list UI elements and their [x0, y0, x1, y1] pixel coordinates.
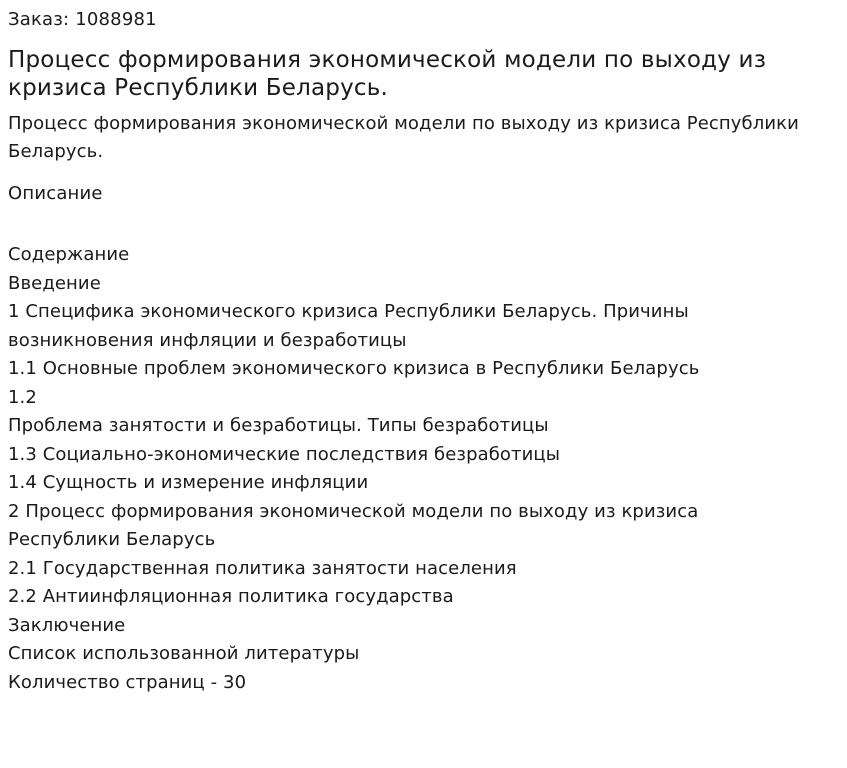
contents-line: Список использованной литературы: [8, 643, 360, 664]
contents-line: Введение: [8, 272, 101, 294]
contents-line: Содержание: [8, 244, 130, 265]
order-number: Заказ: 1088981: [8, 9, 157, 30]
page-count: Количество страниц - 30: [8, 671, 247, 693]
contents-list: [8, 241, 839, 697]
contents-line: 2.1 Государственная политика занятости населения: [8, 557, 517, 579]
contents-line: возникновения инфляции и безработицы: [8, 329, 407, 351]
contents-line: 1.3 Социально-экономические последствия безработицы: [8, 443, 561, 465]
description-heading: Описание: [8, 183, 103, 204]
contents-line: 1.1 Основные проблем экономического кризиса в Республики Беларусь: [8, 358, 700, 379]
contents-line: 1.4 Сущность и измерение инфляции: [8, 472, 369, 493]
page-subtitle: Процесс формирования экономической модели по выходу из кризиса Республики Беларусь.: [8, 113, 799, 162]
page-title: Процесс формирования экономической модели по выходу из кризиса Республики Беларусь.: [8, 47, 767, 101]
contents-line: Республики Беларусь: [8, 529, 216, 550]
contents-line: 2.2 Антиинфляционная политика государства: [8, 586, 454, 607]
contents-line: 1.2: [8, 386, 37, 408]
contents-line: Заключение: [8, 614, 126, 636]
contents-line: 2 Процесс формирования экономической модели по выходу из кризиса: [8, 500, 699, 522]
contents-line: 1 Специфика экономического кризиса Республики Беларусь. Причины: [8, 301, 689, 322]
contents-line: Проблема занятости и безработицы. Типы безработицы: [8, 415, 549, 436]
